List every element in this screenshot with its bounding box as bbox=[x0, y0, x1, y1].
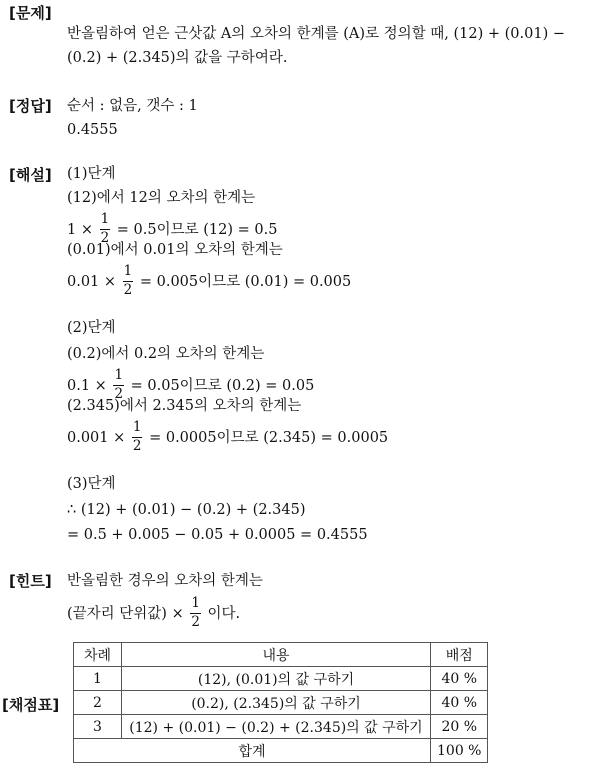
problem-text-line1: 반올림하여 얻은 근삿값 A의 오차의 한계를 (A)로 정의할 때, (12) + (0.01) − bbox=[67, 26, 565, 42]
rubric-cell-order: 1 bbox=[74, 667, 122, 691]
rubric-total-label: 합계 bbox=[74, 739, 431, 763]
hint-line2-post: 이다. bbox=[207, 606, 241, 622]
fraction-denominator: 2 bbox=[114, 385, 124, 402]
rubric-header-order: 차례 bbox=[74, 643, 122, 667]
step1-b-equation bbox=[67, 263, 352, 298]
hint-line2 bbox=[67, 595, 241, 630]
table-row bbox=[74, 667, 488, 691]
fraction-numerator: 1 bbox=[113, 369, 124, 386]
step3-title: (3)단계 bbox=[67, 476, 116, 492]
step2-b-equation bbox=[67, 419, 389, 454]
step2-a-post: = 0.05이므로 (0.2) = 0.05 bbox=[130, 378, 315, 394]
rubric-table bbox=[73, 642, 488, 763]
rubric-cell-score: 20 % bbox=[431, 715, 488, 739]
table-row bbox=[74, 715, 488, 739]
step3-line2: = 0.5 + 0.005 − 0.05 + 0.0005 = 0.4555 bbox=[67, 527, 368, 543]
step2-a-pre: 0.1 × bbox=[67, 378, 107, 394]
step1-b-intro: (0.01)에서 0.01의 오차의 한계는 bbox=[67, 242, 283, 258]
fraction-numerator: 1 bbox=[190, 597, 201, 614]
problem-label: [문제] bbox=[9, 4, 52, 22]
step2-a-intro: (0.2)에서 0.2의 오차의 한계는 bbox=[67, 346, 265, 362]
step1-b-pre: 0.01 × bbox=[67, 274, 117, 290]
rubric-cell-content: (12), (0.01)의 값 구하기 bbox=[122, 667, 431, 691]
step2-title: (2)단계 bbox=[67, 320, 116, 336]
fraction-numerator: 1 bbox=[132, 421, 143, 438]
step3-line1: ∴ (12) + (0.01) − (0.2) + (2.345) bbox=[67, 502, 306, 518]
rubric-header-row bbox=[74, 643, 488, 667]
rubric-total-row bbox=[74, 739, 488, 763]
rubric-cell-content: (12) + (0.01) − (0.2) + (2.345)의 값 구하기 bbox=[122, 715, 431, 739]
step1-b-post: = 0.005이므로 (0.01) = 0.005 bbox=[139, 274, 352, 290]
step2-b-pre: 0.001 × bbox=[67, 430, 126, 446]
step1-title: (1)단계 bbox=[67, 166, 116, 182]
rubric-cell-score: 40 % bbox=[431, 691, 488, 715]
fraction-denominator: 2 bbox=[132, 437, 142, 454]
step1-a-post: = 0.5이므로 (12) = 0.5 bbox=[116, 222, 278, 238]
step1-b-fraction bbox=[123, 265, 134, 297]
step2-b-intro: (2.345)에서 2.345의 오차의 한계는 bbox=[67, 398, 302, 414]
rubric-cell-content: (0.2), (2.345)의 값 구하기 bbox=[122, 691, 431, 715]
fraction-numerator: 1 bbox=[123, 265, 134, 282]
fraction-denominator: 2 bbox=[191, 613, 200, 630]
rubric-header-score: 배점 bbox=[431, 643, 488, 667]
solution-label: [해설] bbox=[9, 166, 52, 184]
hint-line1: 반올림한 경우의 오차의 한계는 bbox=[67, 573, 263, 589]
fraction-numerator: 1 bbox=[100, 213, 111, 230]
problem-text-line2: (0.2) + (2.345)의 값을 구하여라. bbox=[67, 50, 288, 66]
rubric-cell-order: 2 bbox=[74, 691, 122, 715]
fraction-denominator: 2 bbox=[123, 281, 133, 298]
fraction-denominator: 2 bbox=[100, 229, 110, 246]
rubric-header-content: 내용 bbox=[122, 643, 431, 667]
step1-a-pre: 1 × bbox=[67, 222, 93, 238]
rubric-cell-score: 40 % bbox=[431, 667, 488, 691]
hint-label: [힌트] bbox=[9, 572, 52, 590]
step1-a-intro: (12)에서 12의 오차의 한계는 bbox=[67, 190, 256, 206]
answer-label: [정답] bbox=[9, 97, 52, 115]
step2-b-post: = 0.0005이므로 (2.345) = 0.0005 bbox=[149, 430, 389, 446]
table-row bbox=[74, 691, 488, 715]
answer-value: 0.4555 bbox=[67, 122, 118, 138]
rubric-cell-order: 3 bbox=[74, 715, 122, 739]
step2-b-fraction bbox=[132, 421, 143, 453]
rubric-total-value: 100 % bbox=[431, 739, 488, 763]
hint-fraction bbox=[190, 597, 201, 629]
answer-meta: 순서 : 없음, 갯수 : 1 bbox=[67, 98, 198, 114]
hint-line2-pre: (끝자리 단위값) × bbox=[67, 606, 184, 622]
rubric-label: [채점표] bbox=[2, 696, 60, 714]
